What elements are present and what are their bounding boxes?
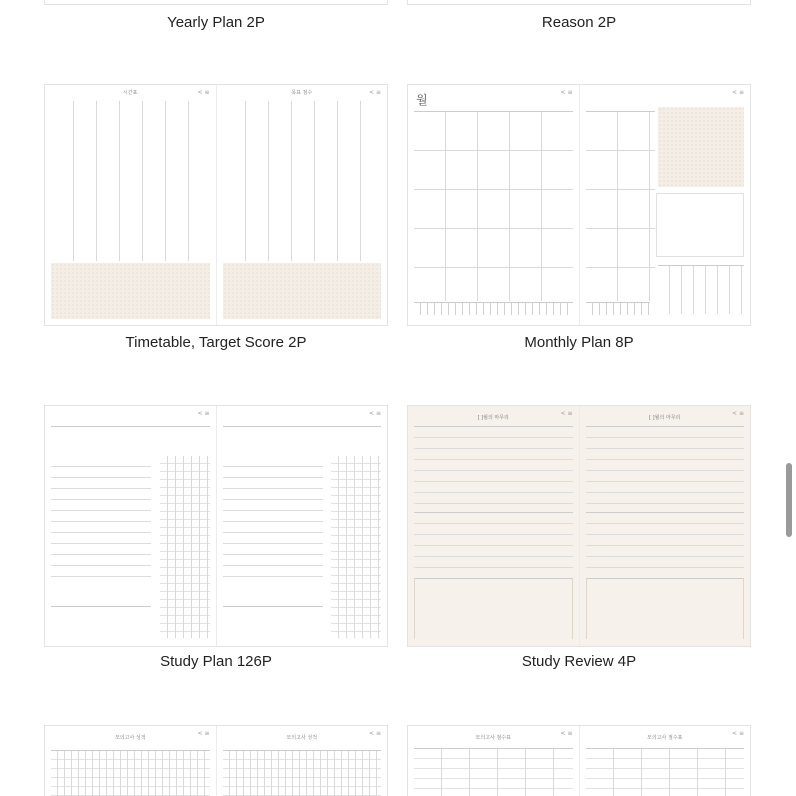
thumbnail-page-right	[580, 85, 751, 325]
score-table	[414, 748, 573, 796]
notes-row	[51, 606, 151, 607]
page-header: 모의고사 점수표	[475, 735, 511, 741]
page-nav-icon: < ≡	[560, 410, 573, 417]
page-header: [ ]월의 마무리	[649, 415, 681, 421]
date-row	[223, 426, 382, 427]
product-caption: Reason 2P	[541, 14, 617, 31]
date-row	[51, 426, 210, 427]
score-grid	[223, 750, 382, 796]
product-caption: Yearly Plan 2P	[167, 14, 265, 31]
thumbnail-page-left	[408, 85, 580, 325]
todo-list	[51, 456, 151, 586]
page-header: 모의고사 성적	[114, 735, 146, 741]
page-header: 목표 점수	[291, 90, 313, 96]
thumbnail-page-left	[408, 406, 580, 646]
notes-box	[656, 193, 744, 257]
product-thumbnail[interactable]	[44, 405, 388, 647]
page-header: [ ]월의 마무리	[477, 415, 509, 421]
page-nav-icon: < ≡	[369, 89, 381, 96]
notes-row	[223, 606, 323, 607]
thumbnail-page-left	[45, 726, 217, 796]
calendar-grid	[414, 111, 573, 301]
product-thumbnail[interactable]	[407, 405, 751, 647]
month-glyph: 월	[416, 93, 428, 107]
time-tracker-grid	[331, 456, 381, 638]
product-thumbnail[interactable]	[44, 0, 388, 5]
dotted-notes-area	[658, 107, 744, 187]
timetable-grid	[51, 101, 210, 261]
scrollbar-thumb[interactable]	[786, 463, 792, 537]
thumbnail-page-right	[580, 726, 751, 796]
time-tracker-grid	[160, 456, 210, 638]
review-table-bottom	[586, 512, 745, 573]
review-table-bottom	[414, 512, 573, 573]
page-nav-icon: < ≡	[369, 410, 381, 417]
product-caption: Study Plan 126P	[160, 653, 272, 670]
page-nav-icon: < ≡	[197, 410, 210, 417]
page-nav-icon: < ≡	[732, 89, 744, 96]
summary-box	[586, 578, 745, 639]
target-score-grid	[223, 101, 382, 261]
product-thumbnail[interactable]	[407, 0, 751, 5]
score-table	[586, 748, 745, 796]
thumbnail-page-right	[580, 406, 751, 646]
product-thumbnail[interactable]	[44, 84, 388, 326]
tracker-row	[414, 302, 573, 315]
page-nav-icon: < ≡	[369, 730, 381, 737]
product-thumbnail[interactable]	[407, 84, 751, 326]
thumbnail-page-right	[217, 406, 388, 646]
todo-list	[223, 456, 323, 586]
thumbnail-page-left	[45, 85, 217, 325]
page-header: 모의고사 성적	[286, 735, 318, 741]
review-table-top	[586, 426, 745, 507]
page-nav-icon: < ≡	[197, 89, 210, 96]
score-grid	[51, 750, 210, 796]
thumbnail-page-left	[408, 726, 580, 796]
product-caption: Study Review 4P	[521, 653, 637, 670]
product-caption: Timetable, Target Score 2P	[125, 334, 307, 351]
page-nav-icon: < ≡	[732, 730, 744, 737]
page-header: 시간표	[123, 90, 138, 96]
thumbnail-page-left	[45, 406, 217, 646]
thumbnail-page-right	[217, 85, 388, 325]
thumbnail-page-right	[217, 726, 388, 796]
page-nav-icon: < ≡	[560, 89, 573, 96]
dotted-notes-area	[223, 263, 382, 319]
review-table-top	[414, 426, 573, 507]
page-header: 모의고사 점수표	[647, 735, 683, 741]
tracker-row	[586, 302, 651, 315]
dotted-notes-area	[51, 263, 210, 319]
summary-box	[414, 578, 573, 639]
product-thumbnail[interactable]	[407, 725, 751, 796]
page-nav-icon: < ≡	[732, 410, 744, 417]
calendar-grid	[586, 111, 656, 301]
page-nav-icon: < ≡	[560, 730, 573, 737]
mini-tracker	[658, 265, 744, 314]
product-thumbnail[interactable]	[44, 725, 388, 796]
page-nav-icon: < ≡	[197, 730, 210, 737]
product-caption: Monthly Plan 8P	[524, 334, 634, 351]
